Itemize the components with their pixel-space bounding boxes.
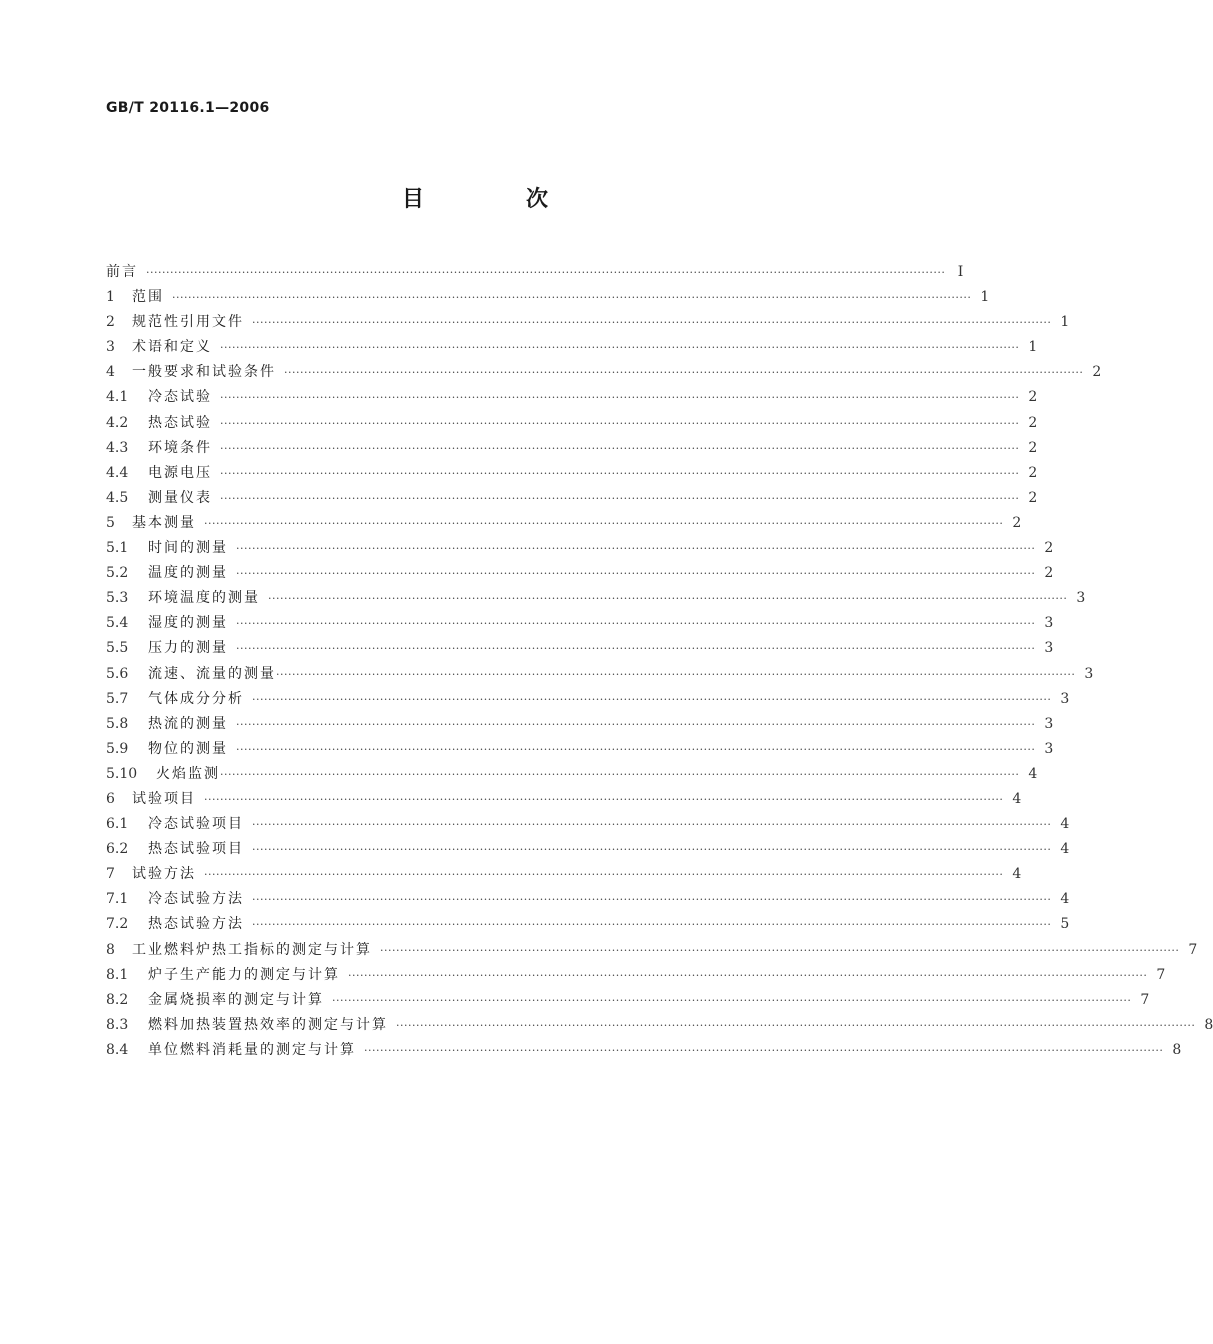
toc-leader-dots: ········································································································································································································ xyxy=(236,642,1036,656)
toc-entry-title: 规范性引用文件 xyxy=(132,314,244,331)
toc-leader-dots: ········································································································································································································ xyxy=(252,893,1052,907)
toc-entry-page: 7 xyxy=(1188,941,1198,958)
toc-entry[interactable] xyxy=(106,285,990,310)
toc-entry-title: 试验方法 xyxy=(132,866,196,883)
toc-entry[interactable] xyxy=(106,335,1038,360)
toc-entry[interactable] xyxy=(106,611,1054,636)
toc-entry-page: 4 xyxy=(1060,841,1070,858)
toc-entry[interactable] xyxy=(106,837,1070,862)
toc-entry-title: 环境温度的测量 xyxy=(148,590,260,607)
toc-entry-number: 5.7 xyxy=(106,690,129,707)
toc-entry-page: 2 xyxy=(1028,414,1038,431)
toc-entry[interactable] xyxy=(106,536,1054,561)
toc-entry-number: 5.10 xyxy=(106,765,138,782)
toc-entry-number: 5.8 xyxy=(106,715,129,732)
toc-entry-number: 4.3 xyxy=(106,439,129,456)
toc-entry-page: 3 xyxy=(1044,740,1054,757)
standard-code: GB/T 20116.1—2006 xyxy=(106,100,270,116)
toc-entry-page: 4 xyxy=(1012,866,1022,883)
toc-entry-number: 5 xyxy=(106,514,115,531)
toc-entry[interactable] xyxy=(106,862,1022,887)
toc-leader-dots: ········································································································································································································ xyxy=(220,416,1020,430)
toc-entry-title: 金属烧损率的测定与计算 xyxy=(148,991,324,1008)
toc-entry-number: 5.5 xyxy=(106,640,129,657)
toc-leader-dots: ········································································································································································································ xyxy=(236,567,1036,581)
table-of-contents xyxy=(106,260,1213,1063)
toc-entry-title: 术语和定义 xyxy=(132,339,212,356)
toc-entry-title: 单位燃料消耗量的测定与计算 xyxy=(148,1041,356,1058)
toc-leader-dots: ········································································································································································································ xyxy=(252,918,1052,932)
toc-entry-page: 2 xyxy=(1044,565,1054,582)
toc-entry[interactable] xyxy=(106,411,1038,436)
toc-entry-number: 5.1 xyxy=(106,540,129,557)
toc-leader-dots: ········································································································································································································ xyxy=(252,316,1052,330)
toc-entry-number: 8.2 xyxy=(106,991,129,1008)
toc-entry[interactable] xyxy=(106,812,1070,837)
toc-entry[interactable] xyxy=(106,762,1038,787)
toc-entry-title: 温度的测量 xyxy=(148,565,228,582)
toc-entry-number: 5.6 xyxy=(106,665,129,682)
toc-leader-dots: ········································································································································································································ xyxy=(348,968,1148,982)
toc-entry[interactable] xyxy=(106,912,1070,937)
toc-leader-dots: ········································································································································································································ xyxy=(364,1043,1164,1057)
toc-entry-number: 6 xyxy=(106,790,115,807)
toc-entry[interactable] xyxy=(106,486,1038,511)
toc-title: 目 次 xyxy=(401,187,588,212)
toc-entry-page: 3 xyxy=(1076,590,1086,607)
toc-leader-dots: ········································································································································································································ xyxy=(236,542,1036,556)
toc-entry-number: 6.2 xyxy=(106,841,129,858)
toc-entry[interactable] xyxy=(106,1013,1213,1038)
toc-entry-title: 冷态试验方法 xyxy=(148,891,244,908)
toc-entry-title: 炉子生产能力的测定与计算 xyxy=(148,966,340,983)
toc-entry-title: 热流的测量 xyxy=(148,715,228,732)
toc-entry[interactable] xyxy=(106,586,1086,611)
toc-leader-dots: ········································································································································································································ xyxy=(252,818,1052,832)
toc-entry-title: 流速、流量的测量 xyxy=(148,665,276,682)
toc-leader-dots: ········································································································································································································ xyxy=(172,291,972,305)
toc-entry-number: 4.5 xyxy=(106,489,129,506)
toc-leader-dots: ········································································································································································································ xyxy=(146,266,946,279)
toc-entry-page: 8 xyxy=(1172,1041,1182,1058)
toc-entry[interactable] xyxy=(106,938,1198,963)
toc-entry[interactable] xyxy=(106,310,1070,335)
toc-entry-page: 1 xyxy=(980,289,990,306)
toc-entry-title: 火焰监测 xyxy=(156,765,220,782)
toc-leader-dots: ········································································································································································································ xyxy=(220,341,1020,355)
toc-entry-page: 2 xyxy=(1028,439,1038,456)
toc-entry-title: 时间的测量 xyxy=(148,540,228,557)
toc-entry-title: 冷态试验 xyxy=(148,389,212,406)
toc-entry-page: 2 xyxy=(1028,464,1038,481)
toc-leader-dots: ········································································································································································································ xyxy=(284,366,1084,380)
toc-leader-dots: ········································································································································································································ xyxy=(220,767,1020,781)
toc-entry-number: 2 xyxy=(106,314,115,331)
toc-entry[interactable] xyxy=(106,988,1150,1013)
toc-entry-page: 3 xyxy=(1084,665,1094,682)
toc-entry[interactable] xyxy=(106,1038,1182,1063)
toc-entry-page: 5 xyxy=(1060,916,1070,933)
toc-entry-page: 7 xyxy=(1140,991,1150,1008)
toc-entry[interactable] xyxy=(106,636,1054,661)
toc-entry-number: 8.4 xyxy=(106,1041,129,1058)
toc-leader-dots: ········································································································································································································ xyxy=(204,868,1004,882)
toc-entry-page: Ⅰ xyxy=(957,264,964,280)
toc-entry-page: 2 xyxy=(1028,489,1038,506)
toc-entry[interactable] xyxy=(106,385,1038,410)
toc-entry[interactable] xyxy=(106,561,1054,586)
toc-leader-dots: ········································································································································································································ xyxy=(220,391,1020,405)
toc-entry-page: 2 xyxy=(1012,514,1022,531)
toc-entry-page: 1 xyxy=(1028,339,1038,356)
toc-leader-dots: ········································································································································································································ xyxy=(236,617,1036,631)
toc-entry-number: 4.2 xyxy=(106,414,129,431)
toc-leader-dots: ········································································································································································································ xyxy=(204,792,1004,806)
toc-entry-page: 7 xyxy=(1156,966,1166,983)
toc-entry-page: 8 xyxy=(1204,1016,1213,1033)
toc-entry-title: 热态试验 xyxy=(148,414,212,431)
toc-entry-page: 2 xyxy=(1028,389,1038,406)
toc-entry-page: 4 xyxy=(1012,790,1022,807)
toc-entry[interactable] xyxy=(106,662,1094,687)
toc-entry-page: 4 xyxy=(1060,816,1070,833)
toc-entry-page: 4 xyxy=(1060,891,1070,908)
toc-entry-title: 燃料加热装置热效率的测定与计算 xyxy=(148,1016,388,1033)
toc-entry-title: 环境条件 xyxy=(148,439,212,456)
toc-entry-number: 6.1 xyxy=(106,816,129,833)
toc-entry[interactable] xyxy=(106,461,1038,486)
toc-entry-title: 气体成分分析 xyxy=(148,690,244,707)
toc-leader-dots: ········································································································································································································ xyxy=(220,491,1020,505)
toc-entry-title: 冷态试验项目 xyxy=(148,816,244,833)
toc-leader-dots: ········································································································································································································ xyxy=(332,993,1132,1007)
toc-entry-page: 3 xyxy=(1060,690,1070,707)
toc-entry-title: 前言 xyxy=(106,264,138,280)
toc-entry-title: 一般要求和试验条件 xyxy=(132,364,276,381)
toc-entry-title: 热态试验项目 xyxy=(148,841,244,858)
toc-leader-dots: ········································································································································································································ xyxy=(276,667,1076,681)
toc-entry-page: 4 xyxy=(1028,765,1038,782)
toc-entry-number: 5.9 xyxy=(106,740,129,757)
toc-entry-number: 5.4 xyxy=(106,615,129,632)
toc-leader-dots: ········································································································································································································ xyxy=(268,592,1068,606)
toc-entry-title: 工业燃料炉热工指标的测定与计算 xyxy=(132,941,372,958)
toc-entry[interactable] xyxy=(106,360,1102,385)
toc-leader-dots: ········································································································································································································ xyxy=(396,1018,1196,1032)
toc-entry-page: 3 xyxy=(1044,615,1054,632)
toc-entry[interactable] xyxy=(106,436,1038,461)
toc-entry[interactable] xyxy=(106,712,1054,737)
toc-entry-number: 7 xyxy=(106,866,115,883)
toc-leader-dots: ········································································································································································································ xyxy=(380,943,1180,957)
toc-entry[interactable] xyxy=(106,260,964,285)
toc-entry-number: 8.3 xyxy=(106,1016,129,1033)
toc-leader-dots: ········································································································································································································ xyxy=(236,717,1036,731)
toc-entry-number: 7.2 xyxy=(106,916,129,933)
toc-leader-dots: ········································································································································································································ xyxy=(252,692,1052,706)
toc-entry-number: 7.1 xyxy=(106,891,129,908)
toc-entry-title: 热态试验方法 xyxy=(148,916,244,933)
toc-entry-page: 2 xyxy=(1044,540,1054,557)
toc-entry-title: 物位的测量 xyxy=(148,740,228,757)
toc-entry-number: 3 xyxy=(106,339,115,356)
toc-entry-page: 2 xyxy=(1092,364,1102,381)
toc-entry-title: 电源电压 xyxy=(148,464,212,481)
toc-entry[interactable] xyxy=(106,963,1166,988)
toc-entry-number: 5.3 xyxy=(106,590,129,607)
toc-entry-number: 4 xyxy=(106,364,115,381)
toc-leader-dots: ········································································································································································································ xyxy=(252,843,1052,857)
toc-entry-number: 8.1 xyxy=(106,966,129,983)
toc-entry-number: 1 xyxy=(106,289,115,306)
toc-entry-number: 8 xyxy=(106,941,115,958)
toc-entry-number: 4.1 xyxy=(106,389,129,406)
toc-leader-dots: ········································································································································································································ xyxy=(236,742,1036,756)
toc-leader-dots: ········································································································································································································ xyxy=(204,516,1004,530)
toc-entry-title: 湿度的测量 xyxy=(148,615,228,632)
toc-entry-page: 3 xyxy=(1044,715,1054,732)
toc-entry-title: 试验项目 xyxy=(132,790,196,807)
toc-entry-page: 1 xyxy=(1060,314,1070,331)
toc-entry[interactable] xyxy=(106,687,1070,712)
toc-entry-title: 压力的测量 xyxy=(148,640,228,657)
toc-entry[interactable] xyxy=(106,787,1022,812)
toc-entry-page: 3 xyxy=(1044,640,1054,657)
toc-entry[interactable] xyxy=(106,511,1022,536)
toc-entry-number: 4.4 xyxy=(106,464,129,481)
toc-entry[interactable] xyxy=(106,737,1054,762)
toc-leader-dots: ········································································································································································································ xyxy=(220,466,1020,480)
toc-entry-title: 测量仪表 xyxy=(148,489,212,506)
toc-entry-title: 基本测量 xyxy=(132,514,196,531)
toc-entry-title: 范围 xyxy=(132,289,164,306)
toc-entry[interactable] xyxy=(106,887,1070,912)
toc-leader-dots: ········································································································································································································ xyxy=(220,441,1020,455)
toc-entry-number: 5.2 xyxy=(106,565,129,582)
